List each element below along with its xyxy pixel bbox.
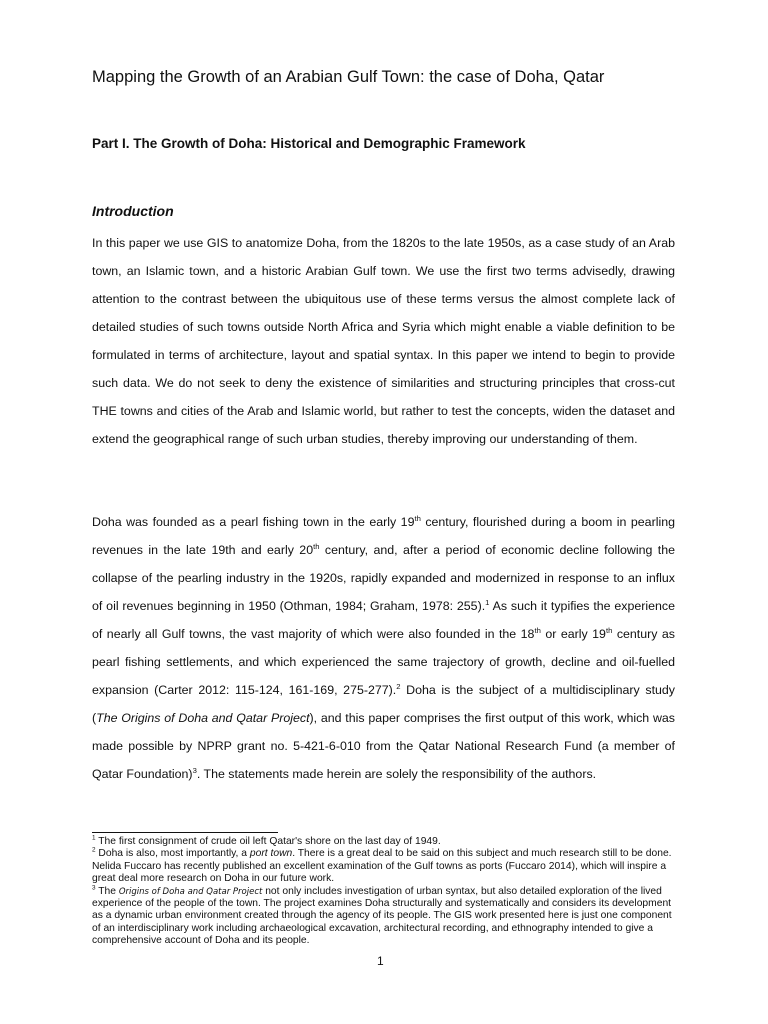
footnote-3: $^3$ The Origins of Doha and Qatar Project not only includes investigation of urban syntax, but also detailed exploration of the lived experience of the people of the town. The project examines Doha structurally and systematically and considers its development as a dynamic urban environment created through the agency of its people. The GIS work presented here is just one component of an interdisciplinary work including archaeological excavation, architectural recording, and ethnography intended to give a comprehensive account of Doha and its people. xyxy=(92,884,672,947)
footnote-2: $^2$ Doha is also, most importantly, a port town. There is a great deal to be said on this subject and much research still to be done. Nelida Fuccaro has recently published an excellent examination of the Gulf towns as ports (Fuccaro 2014), which will inspire a great deal more research on Doha in our future work. xyxy=(92,846,672,885)
footnote-ref-1[interactable]: 1 xyxy=(485,597,490,607)
paragraph-introduction: In this paper we use GIS to anatomize Doha, from the 1820s to the late 1950s, as a case study of an Arab town, an Islamic town, and a historic Arabian Gulf town. We use the first two terms advisedly, drawing attention to the contrast between the ubiquitous use of these terms versus the almost complete lack of detailed studies of such towns outside North Africa and Syria which might enable a viable definition to be formulated in terms of architecture, layout and spatial syntax. In this paper we intend to begin to provide such data. We do not seek to deny the existence of similarities and structuring principles that cross-cut THE towns and cities of the Arab and Islamic world, but rather to test the concepts, widen the dataset and extend the geographical range of such urban studies, thereby improving our understanding of them. xyxy=(92,236,675,446)
document-title: Mapping the Growth of an Arabian Gulf Town: the case of Doha, Qatar xyxy=(92,68,605,86)
footnotes xyxy=(92,836,675,948)
footnote-ref-2[interactable]: 2 xyxy=(396,681,401,691)
part-heading: Part I. The Growth of Doha: Historical and Demographic Framework xyxy=(92,136,526,151)
page-number: 1 xyxy=(377,954,384,968)
footnote-divider xyxy=(92,832,278,833)
footnote-ref-3[interactable]: 3 xyxy=(192,765,197,775)
paragraph-doha-history: Doha was founded as a pearl fishing town in the early 19th century, flourished during a boom in pearling revenues in the late 19th and early 20th century, and, after a period of economic decline following the collapse of the pearling industry in the 1920s, rapidly expanded and modernized in response to an influx of oil revenues beginning in 1950 (Othman, 1984; Graham, 1978: 255).$^1$ As such it typifies the experience of nearly all Gulf towns, the vast majority of which were also founded in the 18th or early 19th century as pearl fishing settlements, and which experienced the same trajectory of growth, decline and oil-fuelled expansion (Carter 2012: 115-124, 161-169, 275-277).$^2$ Doha is the subject of a multidisciplinary study (The Origins of Doha and Qatar Project), and this paper comprises the first output of this work, which was made possible by NPRP grant no. 5-421-6-010 from the Qatar National Research Fund (a member of Qatar Foundation)$^3$. The statements made herein are solely the responsibility of the authors. xyxy=(92,513,676,781)
section-heading: Introduction xyxy=(92,203,174,219)
footnote-1: $^1$ The first consignment of crude oil left Qatar's shore on the last day of 1949. xyxy=(92,834,441,847)
